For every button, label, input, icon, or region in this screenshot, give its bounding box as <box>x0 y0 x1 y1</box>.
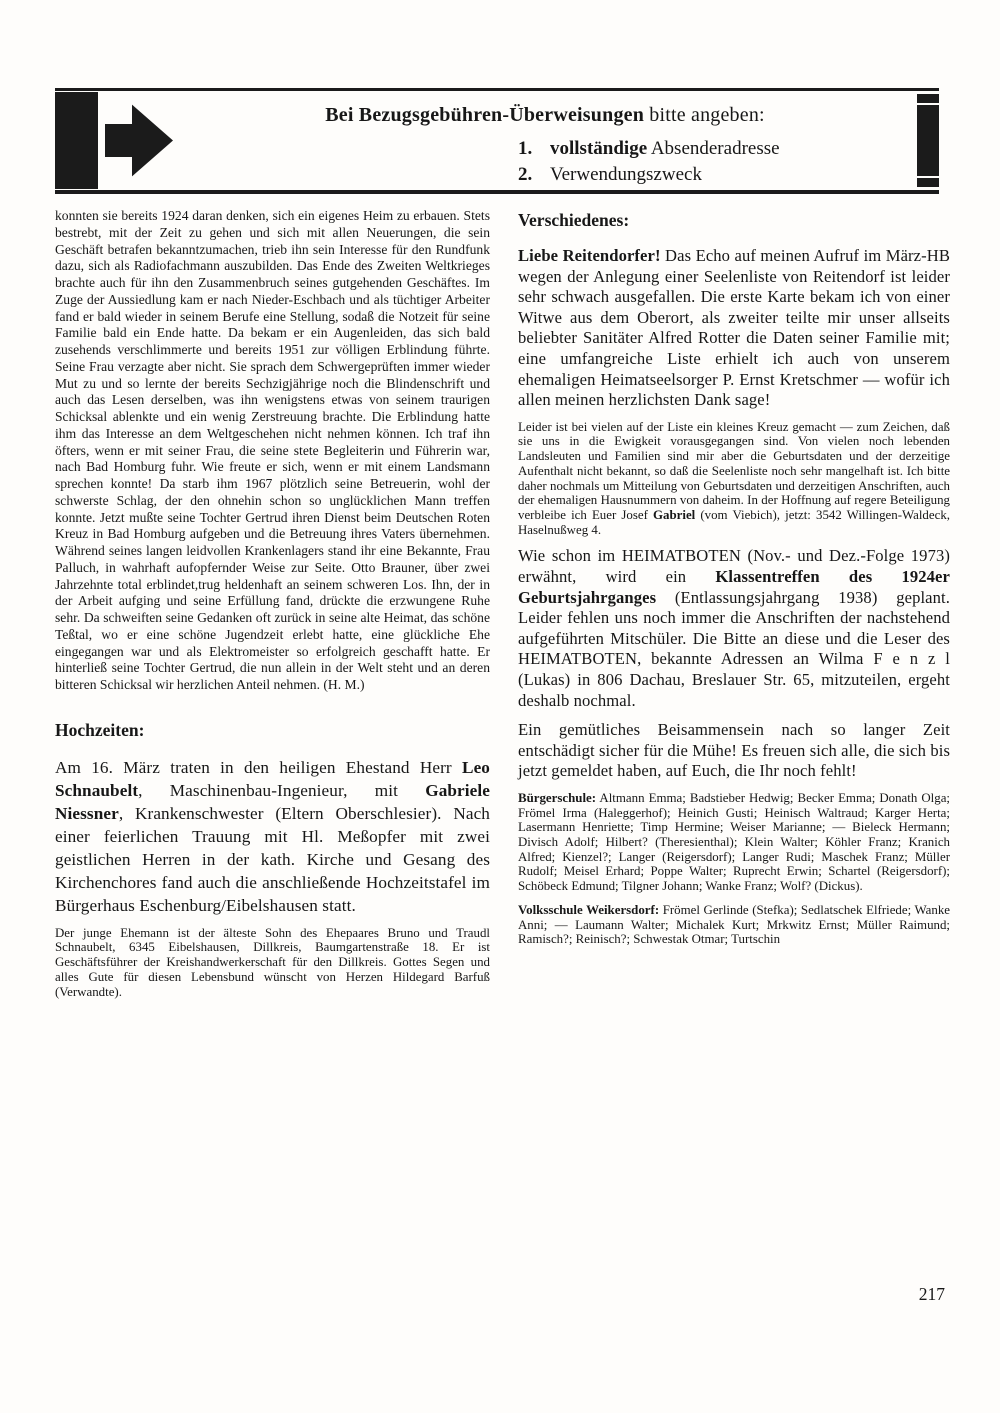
text-segment: , Krankenschwester (Eltern Oberschlesier). Nach einer feierlichen Trauung mit Hl. Meßopfer mit zwei geistlichen Herren in der kath. Kirche und Gesang des Kirchenchores fand auch die anschließende Hochzeitstafel im Bürgerhaus Eschenburg/Eibelshausen statt. <box>55 803 490 915</box>
class-reunion-paragraph <box>518 546 950 711</box>
text-segment: Gabriele Niessner <box>55 780 490 823</box>
decorative-right-bar <box>917 94 939 187</box>
reunion-closing-paragraph <box>518 720 950 782</box>
text-segment: Leo Schnaubelt <box>55 757 490 800</box>
left-column <box>55 208 490 1008</box>
text-segment: Der junge Ehemann ist der älteste Sohn des Ehepaares Bruno und Traudl Schnaubelt, 6345 Eibelshausen, Dillkreis, Baumgartenstraße 18. Er ist Geschäftsführer der Kreishandwerkerschaft für den Dillkreis. Gottes Segen und alles Gute für diesen Lebensbund wünscht von Herzen Hildegard Barfuß (Verwandte). <box>55 925 490 999</box>
text-segment: (Entlassungsjahrgang 1938) geplant. Leider fehlen uns noch immer die Anschriften der nachstehend aufgeführten Mitschüler. Die Bitte an diese und die Leser des HEIMATBOTEN, bekannte Adressen an Wilma F e n z l (Lukas) in 806 Dachau, Breslauer Str. 65, mitzuteilen, ergeht deshalb nochmal. <box>518 587 950 710</box>
text-segment: Gabriel <box>653 507 696 522</box>
text-segment: vollständige <box>550 138 648 159</box>
text-segment: Hochzeiten: <box>55 719 145 740</box>
text-segment: Am 16. März traten in den heiligen Ehestand Herr <box>55 757 462 777</box>
volksschule-pupil-list <box>518 903 950 947</box>
notice-item-text <box>550 164 702 185</box>
miscellaneous-heading <box>518 210 950 231</box>
text-segment: Wie schon im HEIMATBOTEN (Nov.- und Dez.-Folge 1973) erwähnt, wird ein <box>518 546 950 586</box>
notice-list <box>518 136 780 188</box>
text-segment: (vom Viebich), jetzt: 3542 Willingen-Waldeck, Haselnußweg 4. <box>518 507 950 537</box>
notice-item-text <box>550 138 780 159</box>
payment-notice-box <box>55 88 939 194</box>
wedding-details-paragraph <box>55 926 490 1000</box>
notice-item <box>518 136 780 162</box>
page-number: 217 <box>918 1284 945 1304</box>
text-segment: Verschiedenes: <box>518 210 630 230</box>
reitendorf-appeal-paragraph <box>518 246 950 411</box>
text-segment: konnten sie bereits 1924 daran denken, sich ein eigenes Heim zu erbauen. Stets bestrebt, mit der Zeit zu gehen und sich mit allen Neuerungen, die sein Geschäft betrafen bekanntzumachen, trieb ihn sein Interesse für den Rundfunk dazu, sich als Radiofachmann auszubilden. Das Ende des Zweiten Weltkrieges brachte auch für ihn den Zusammenbruch seines gutgehenden Geschäftes. Im Zuge der Aussiedlung kam er nach Nieder-Eschbach und als tüchtiger Arbeiter fand er bald wieder in seinem Berufe eine Stellung, sodaß die Notzeit für seine Familie bald ein Ende hatte. Da bekam er ein Augenleiden, das sich bald zusehends verschlimmerte und bereits 1951 zur völligen Erblindung führte. Seine Frau verzagte aber nicht. Sie sprach dem Schwergeprüften immer wieder Mut zu und so lernte der bereits Sechzigjährige noch die Blindenschrift und auch das Lesen derselben, was ihn wenigstens etwas von seinem traurigen Schicksal ablenkte und ein wenig Zerstreuung brachte. Die Erblindung hatte ihm das Interesse an dem Weltgeschehen nicht nehmen können. Ich traf ihn öfters, wenn er mit seiner Frau, die seine stete Begleiterin und Führerin war, nach Bad Homburg fuhr. Wie freute er sich, wenn er mit einem Landsmann sprechen konnte! Da starb ihm 1967 plötzlich seine Betreuerin, wohl der schwerste Schlag, der den ohnehin schon so unglücklichen Mann treffen konnte. Jetzt mußte seine Tochter Gertrud ihren Dienst beim Deutschen Roten Kreuz in Bad Homburg aufgeben und die Betreuung ihres Vaters übernehmen. Während seines langen leidvollen Krankenlagers stand ihr eine Bekannte, Frau Palluch, in wahrhaft aufopfernder Weise zur Seite. Otto Brauner, über zwei Jahrzehnte total erblindet,trug heldenhaft an seinem schweren Los. Ihn, der in der Arbeit aufging und seine Erfüllung fand, drückte die erzwungene Ruhe sehr. Da schweiften seine Gedanken oft zurück in seine alte Heimat, das schöne Teßtal, wo er eine schöne Jugendzeit erlebt hatte, eine glückliche Ehe eingegangen war und als Elektromeister so erfolgreich geschafft hatte. Er hinterließ seine Tochter Gertrud, die nun allein in der Welt steht und an deren bitteren Schicksal wir herzlichen Anteil nehmen. (H. M.) <box>55 208 490 692</box>
text-segment: Leider ist bei vielen auf der Liste ein kleines Kreuz gemacht — zum Zeichen, daß sie uns in die Ewigkeit vorausgegangen sind. Von vielen noch lebenden Landsleuten und Familien sind mir aber die Geburtsdaten und der derzeitige Aufenthalt nicht bekannt, so daß die Seelenliste noch sehr mangelhaft ist. Ich bitte daher nochmals um Mitteilung von Geburtsdaten und derzeitigen Anschriften, auch der ehemaligen Hausnummern von daheim. In der Hoffnung auf regere Beteiligung verbleibe ich Euer Josef <box>518 419 950 522</box>
weddings-heading <box>55 720 490 741</box>
text-segment: Volksschule Weikersdorf: <box>518 902 660 917</box>
text-segment: Bürgerschule: <box>518 790 597 805</box>
text-segment: Frömel Gerlinde (Stefka); Sedlatschek Elfriede; Wanke Anni; — Laumann Walter; Michalek Kurt; Mrkwitz Ernst; Müller Raimund; Ramisch?; Reinisch?; Schwestak Otmar; Turtschin <box>518 902 950 947</box>
two-column-body <box>55 208 950 1008</box>
notice-title <box>185 104 905 127</box>
text-segment: Klassentreffen des 1924er Geburtsjahrganges <box>518 566 950 607</box>
text-segment: Absenderadresse <box>647 138 780 159</box>
notice-item-number: 1. <box>518 138 533 159</box>
right-column <box>518 208 950 1008</box>
text-segment: bitte angeben: <box>644 104 765 126</box>
notice-item <box>518 162 780 188</box>
text-segment: Verwendungszweck <box>550 164 702 185</box>
text-segment: Liebe Reitendorfer! <box>518 246 661 265</box>
obituary-continuation-paragraph <box>55 208 490 694</box>
text-segment: Ein gemütliches Beisammensein nach so langer Zeit entschädigt sicher für die Mühe! Es freuen sich alle, die sich bis jetzt gemeldet haben, auf Euch, die Ihr noch fehlt! <box>518 720 950 781</box>
text-segment: Bei Bezugsgebühren-Überweisungen <box>325 104 645 126</box>
buergerschule-pupil-list <box>518 791 950 894</box>
notice-item-number: 2. <box>518 164 533 185</box>
wedding-announcement-paragraph <box>55 756 490 917</box>
text-segment: , Maschinenbau-Ingenieur, mit <box>138 780 426 800</box>
text-segment: Das Echo auf meinen Aufruf im März-HB wegen der Anlegung einer Seelenliste von Reitendorf ist leider sehr schwach ausgefallen. Die erste Karte bekam ich von einer Witwe aus dem Oberort, als zweiter teilte mir unser allseits beliebter Sanitäter Alfred Rotter die Daten seiner Familie mit; eine umfangreiche Liste erhielt ich auch von unserem ehemaligen Heimatseelsorger P. Ernst Kretschmer — wofür ich allen meinen herzlichsten Dank sage! <box>518 246 950 410</box>
seelenliste-note-paragraph <box>518 420 950 538</box>
arrow-right-icon <box>55 92 175 189</box>
text-segment: Altmann Emma; Badstieber Hedwig; Becker Emma; Donath Olga; Frömel Irma (Haleggerhof); Heinich Gusti; Heinisch Waltraud; Karger Herta; Lasermann Henriette; Timp Hermine; Weiser Marianne; — Bieleck Hermann; Divisch Adolf; Hilbert? (Theresienthal); Klein Walter; Köhler Franz; Kranich Alfred; Kienzel?; Langer (Reigersdorf); Langer Rudi; Maschek Franz; Müller Rudolf; Meisel Erhard; Poppe Walter; Ruprecht Erwin; Schartel (Reigersdorf); Schöbeck Edmund; Tilgner Johann; Wanke Franz; Wolf? (Dickus). <box>518 790 950 894</box>
